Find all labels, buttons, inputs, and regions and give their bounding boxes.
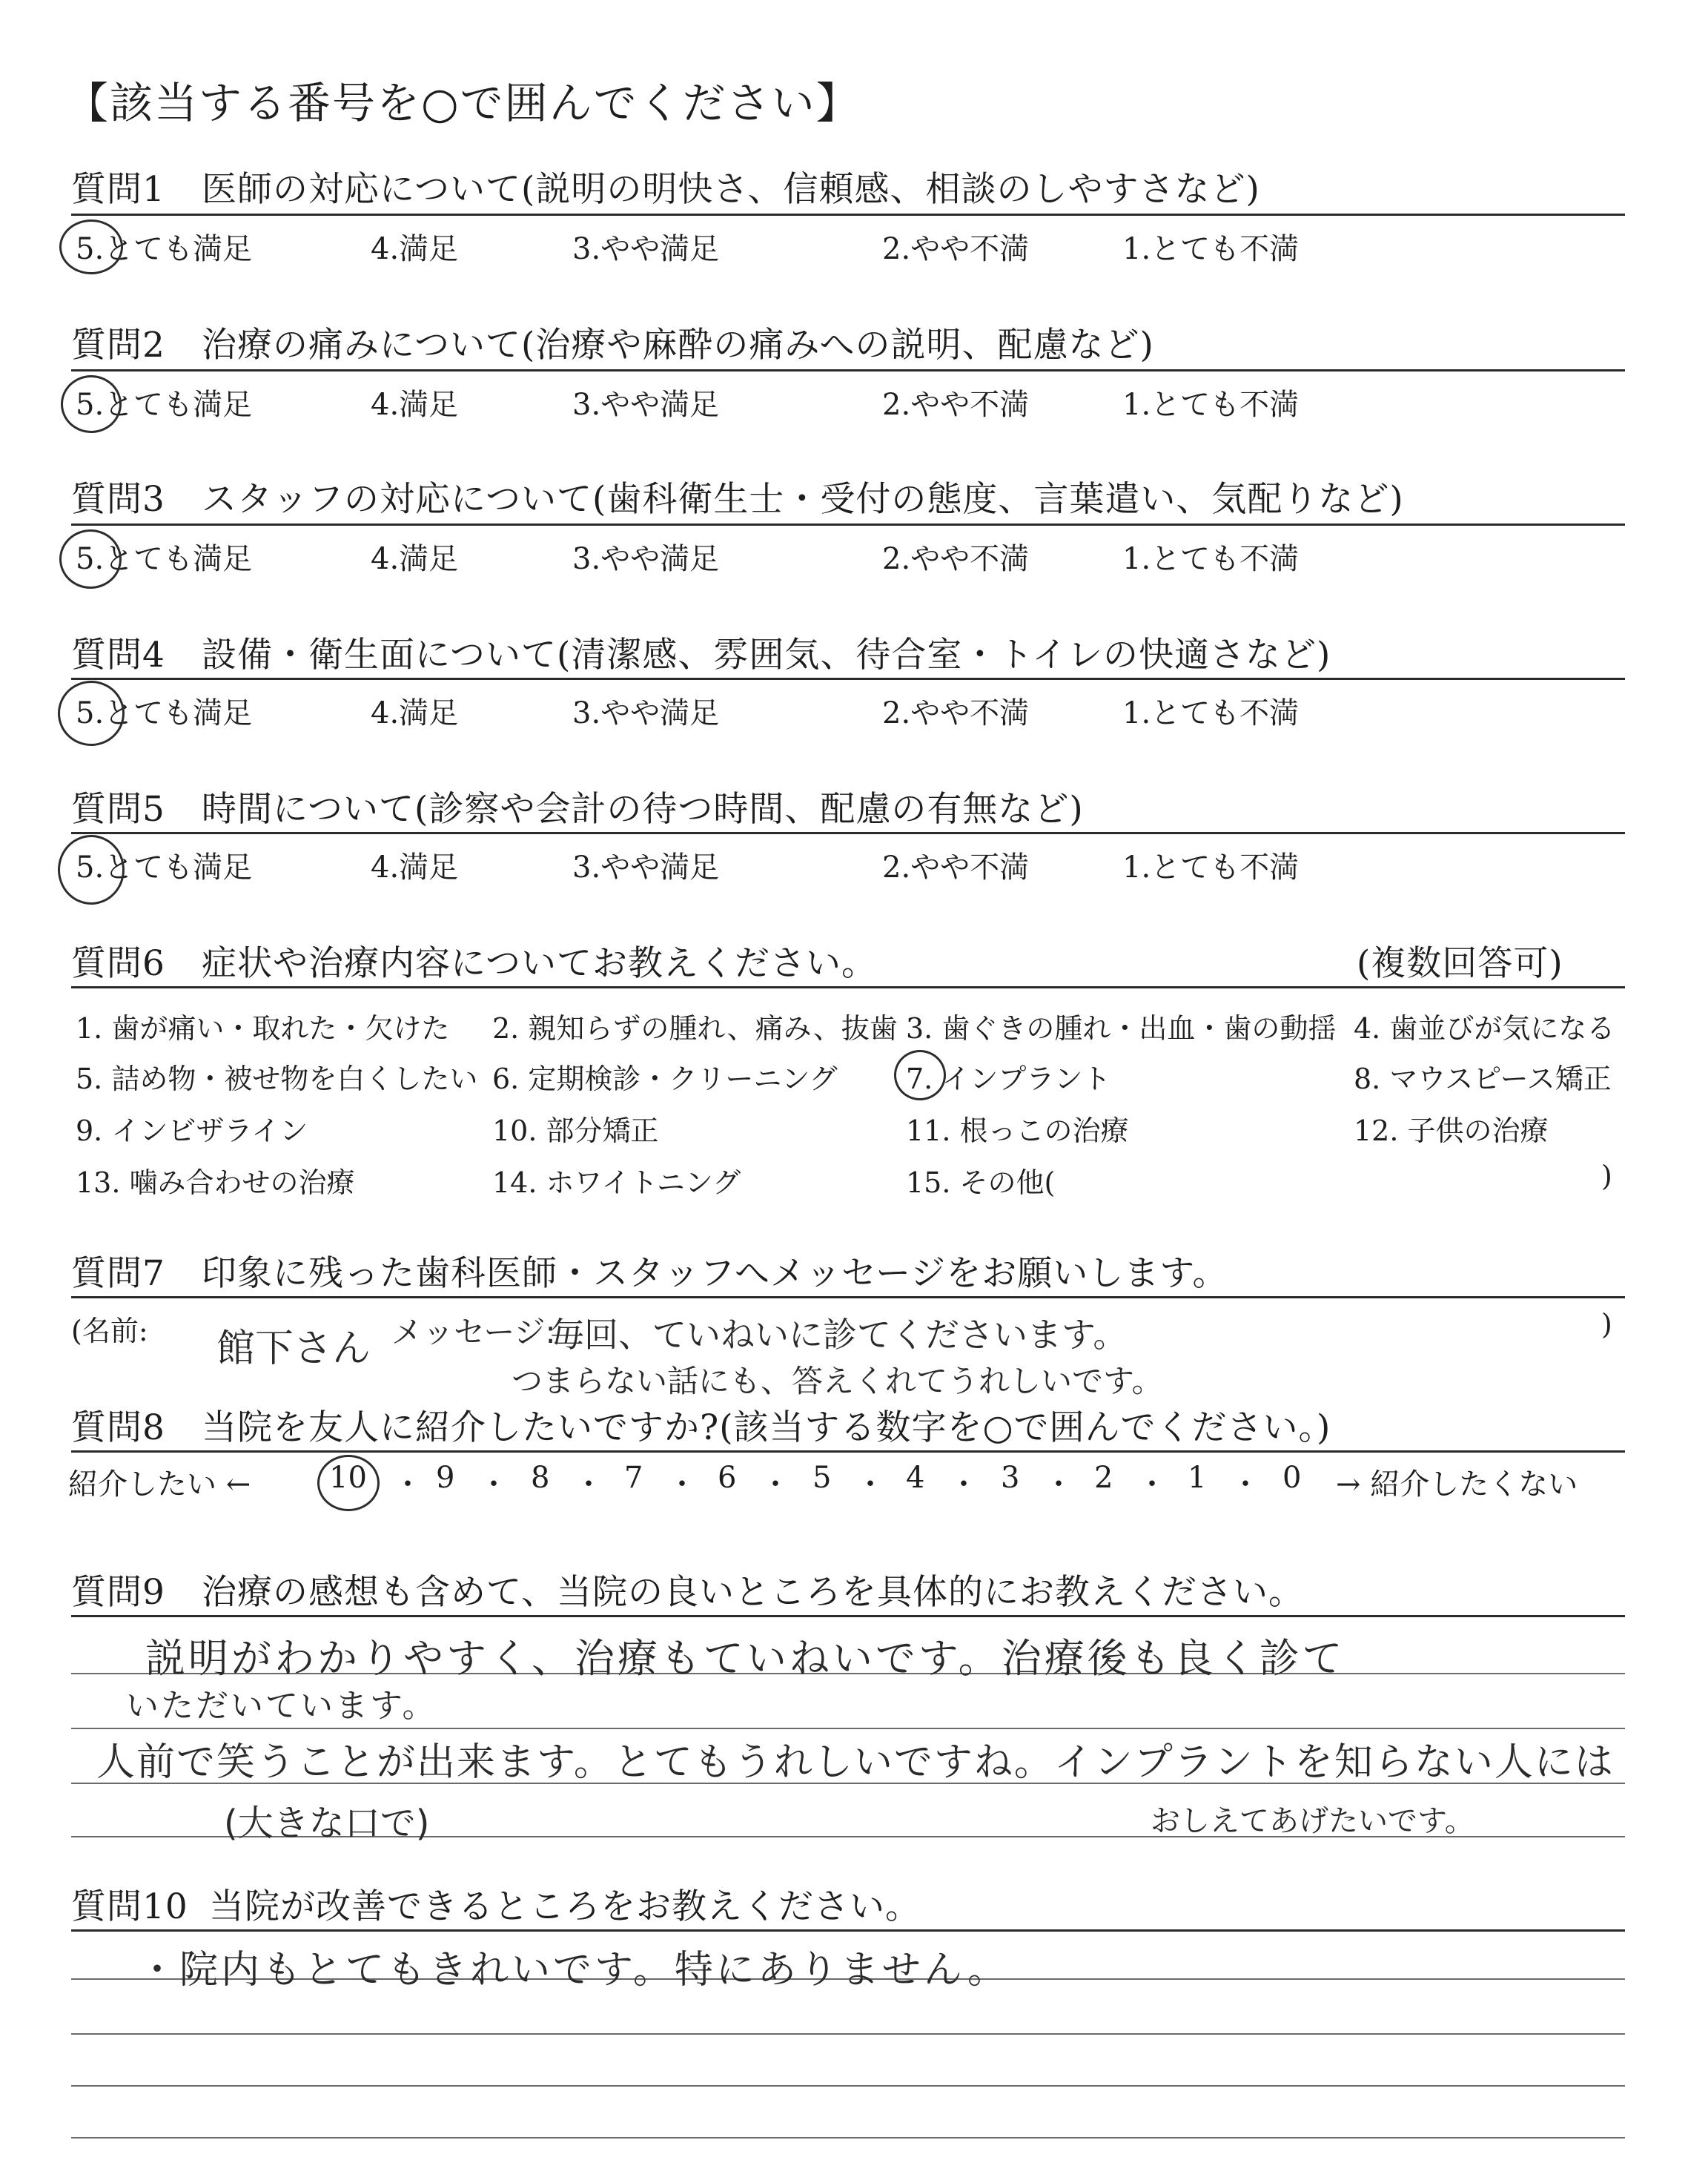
q8-text: 当院を友人に紹介したいですか?(該当する数字を○で囲んでください。) — [202, 1407, 1331, 1448]
q9-label: 質問9 — [71, 1572, 165, 1613]
q4-option-3[interactable]: 3.やや満足 — [572, 696, 720, 730]
q5-text: 時間について(診察や会計の待つ時間、配慮の有無など) — [202, 789, 1084, 830]
q8-scale-6[interactable]: 6 — [718, 1461, 737, 1495]
q8-sep: ・ — [1231, 1467, 1260, 1502]
q8-sep: ・ — [479, 1467, 509, 1502]
q6-option-9[interactable]: 9. インビザライン — [76, 1114, 308, 1147]
q8-scale-2[interactable]: 2 — [1094, 1461, 1113, 1495]
q8-label: 質問8 — [71, 1407, 165, 1448]
q1-option-4[interactable]: 4.満足 — [371, 232, 459, 266]
q4-label: 質問4 — [71, 635, 165, 676]
q8-sep: ・ — [855, 1467, 885, 1502]
q5-selection-circle — [58, 835, 125, 905]
q5-option-1[interactable]: 1.とても不満 — [1122, 851, 1300, 885]
q1-label: 質問1 — [71, 169, 165, 210]
q6-note: (複数回答可) — [1357, 943, 1563, 984]
q6-option-13[interactable]: 13. 噛み合わせの治療 — [76, 1166, 355, 1199]
q8-scale-7[interactable]: 7 — [624, 1461, 643, 1495]
q8-scale-5[interactable]: 5 — [812, 1461, 832, 1495]
q7-rule — [71, 1296, 1625, 1298]
q6-option-7[interactable]: 7. インプラント — [906, 1063, 1111, 1095]
q10-rule-5 — [71, 2137, 1625, 2138]
q6-option-10[interactable]: 10. 部分矯正 — [492, 1114, 659, 1147]
q2-option-2[interactable]: 2.やや不満 — [882, 388, 1030, 422]
q1-selection-circle — [59, 219, 123, 274]
q10-rule-3 — [71, 2033, 1625, 2035]
page-title: 【該当する番号を○で囲んでください】 — [65, 78, 861, 128]
q6-option-8[interactable]: 8. マウスピース矯正 — [1354, 1063, 1612, 1095]
q3-option-2[interactable]: 2.やや不満 — [882, 542, 1030, 576]
q5-option-2[interactable]: 2.やや不満 — [882, 851, 1030, 885]
q8-sep: ・ — [761, 1467, 790, 1502]
q7-name-label: (名前: — [71, 1315, 148, 1347]
q10-rule-4 — [71, 2085, 1625, 2087]
q6-option-14[interactable]: 14. ホワイトニング — [492, 1166, 741, 1199]
q8-scale-3[interactable]: 3 — [1001, 1461, 1020, 1495]
q8-selection-circle — [317, 1455, 380, 1511]
q4-text: 設備・衛生面について(清潔感、雰囲気、待合室・トイレの快適さなど) — [202, 635, 1331, 676]
q6-option-1[interactable]: 1. 歯が痛い・取れた・欠けた — [76, 1012, 450, 1045]
q2-option-4[interactable]: 4.満足 — [371, 388, 459, 422]
q8-scale-4[interactable]: 4 — [906, 1461, 925, 1495]
q6-text: 症状や治療内容についてお教えください。 — [202, 943, 878, 984]
q8-rule — [71, 1450, 1625, 1453]
q5-option-3[interactable]: 3.やや満足 — [572, 851, 720, 885]
q6-option-11[interactable]: 11. 根っこの治療 — [906, 1114, 1129, 1147]
q10-label: 質問10 — [71, 1886, 188, 1927]
q9-answer-insert[interactable]: (大きな口で) — [224, 1803, 430, 1844]
q4-option-4[interactable]: 4.満足 — [371, 696, 459, 730]
q6-option-12[interactable]: 12. 子供の治療 — [1354, 1114, 1549, 1147]
q4-option-1[interactable]: 1.とても不満 — [1122, 696, 1300, 730]
q6-option-2[interactable]: 2. 親知らずの腫れ、痛み、抜歯 — [492, 1012, 898, 1045]
q1-rule — [71, 214, 1625, 216]
q9-rule-3 — [71, 1728, 1625, 1729]
q4-selection-circle — [58, 681, 125, 746]
q9-text: 治療の感想も含めて、当院の良いところを具体的にお教えください。 — [202, 1572, 1305, 1613]
q8-scale-0[interactable]: 0 — [1282, 1461, 1302, 1495]
q1-option-3[interactable]: 3.やや満足 — [572, 232, 720, 266]
q4-option-5[interactable]: 5.とても満足 — [76, 696, 253, 730]
q6-option-6[interactable]: 6. 定期検診・クリーニング — [492, 1063, 838, 1095]
q7-name-value[interactable]: 館下さん — [216, 1327, 371, 1371]
q3-rule — [71, 524, 1625, 526]
q1-option-5[interactable]: 5.とても満足 — [76, 232, 253, 266]
q8-sep: ・ — [574, 1467, 603, 1502]
q3-selection-circle — [59, 529, 122, 589]
q10-rule-1 — [71, 1929, 1625, 1932]
q8-scale-10[interactable]: 10 — [329, 1461, 367, 1495]
q8-sep: ・ — [1137, 1467, 1167, 1502]
q2-rule — [71, 369, 1625, 371]
q5-option-4[interactable]: 4.満足 — [371, 851, 459, 885]
q9-answer-line1[interactable]: 説明がわかりやすく、治療もていねいです。治療後も良く診て — [145, 1635, 1345, 1682]
q3-text: スタッフの対応について(歯科衛生士・受付の態度、言葉遣い、気配りなど) — [202, 479, 1404, 520]
q10-text: 当院が改善できるところをお教えください。 — [209, 1886, 921, 1927]
q4-rule — [71, 678, 1625, 680]
q5-rule — [71, 832, 1625, 834]
q5-label: 質問5 — [71, 789, 165, 830]
q8-sep: ・ — [393, 1467, 423, 1502]
q4-option-2[interactable]: 2.やや不満 — [882, 696, 1030, 730]
q3-option-5[interactable]: 5.とても満足 — [76, 542, 253, 576]
q8-right-label: → 紹介したくない — [1336, 1467, 1578, 1502]
q8-sep: ・ — [949, 1467, 979, 1502]
q8-scale-8[interactable]: 8 — [531, 1461, 550, 1495]
q2-option-3[interactable]: 3.やや満足 — [572, 388, 720, 422]
q8-scale-9[interactable]: 9 — [436, 1461, 455, 1495]
q6-option-15[interactable]: 15. その他( — [906, 1166, 1056, 1199]
q8-sep: ・ — [1044, 1467, 1073, 1502]
q7-label: 質問7 — [71, 1253, 165, 1294]
q5-option-5[interactable]: 5.とても満足 — [76, 851, 253, 885]
q2-text: 治療の痛みについて(治療や麻酔の痛みへの説明、配慮など) — [202, 325, 1154, 366]
q8-scale-1[interactable]: 1 — [1188, 1461, 1207, 1495]
q2-label: 質問2 — [71, 325, 165, 366]
q3-option-1[interactable]: 1.とても不満 — [1122, 542, 1300, 576]
q2-selection-circle — [61, 375, 122, 433]
q6-selection-circle — [894, 1050, 946, 1100]
q9-answer-line2[interactable]: いただいています。 — [126, 1687, 437, 1725]
q3-option-3[interactable]: 3.やや満足 — [572, 542, 720, 576]
q6-option-5[interactable]: 5. 詰め物・被せ物を白くしたい — [76, 1063, 478, 1095]
q10-answer-line1[interactable]: ・院内もとてもきれいです。特にありません。 — [138, 1948, 1009, 1992]
q6-option-3[interactable]: 3. 歯ぐきの腫れ・出血・歯の動揺 — [906, 1012, 1337, 1045]
q6-label: 質問6 — [71, 943, 165, 984]
q1-option-1[interactable]: 1.とても不満 — [1122, 232, 1300, 266]
q1-option-2[interactable]: 2.やや不満 — [882, 232, 1030, 266]
q2-option-5[interactable]: 5.とても満足 — [76, 388, 253, 422]
q3-label: 質問3 — [71, 479, 165, 520]
q6-option-4[interactable]: 4. 歯並びが気になる — [1354, 1012, 1615, 1045]
q7-message-label: メッセージ: — [391, 1314, 556, 1350]
q7-message-line2[interactable]: つまらない話にも、答えくれてうれしいです。 — [512, 1363, 1163, 1399]
q3-option-4[interactable]: 4.満足 — [371, 542, 459, 576]
q9-rule-1 — [71, 1615, 1625, 1617]
q9-answer-line4[interactable]: おしえてあげたいです。 — [1151, 1804, 1474, 1838]
q8-sep: ・ — [667, 1467, 697, 1502]
q7-text: 印象に残った歯科医師・スタッフへメッセージをお願いします。 — [202, 1253, 1228, 1294]
q6-other-close: ) — [1601, 1160, 1612, 1192]
q9-answer-line3[interactable]: 人前で笑うことが出来ます。とてもうれしいですね。インプラントを知らない人には — [96, 1740, 1615, 1785]
q2-option-1[interactable]: 1.とても不満 — [1122, 388, 1300, 422]
q7-close: ) — [1601, 1308, 1612, 1341]
q7-message-line1[interactable]: 毎回、ていねいに診てくださいます。 — [550, 1315, 1128, 1355]
q6-rule — [71, 986, 1625, 988]
q8-left-label: 紹介したい ← — [68, 1467, 251, 1502]
q1-text: 医師の対応について(説明の明快さ、信頼感、相談のしやすさなど) — [202, 169, 1260, 210]
